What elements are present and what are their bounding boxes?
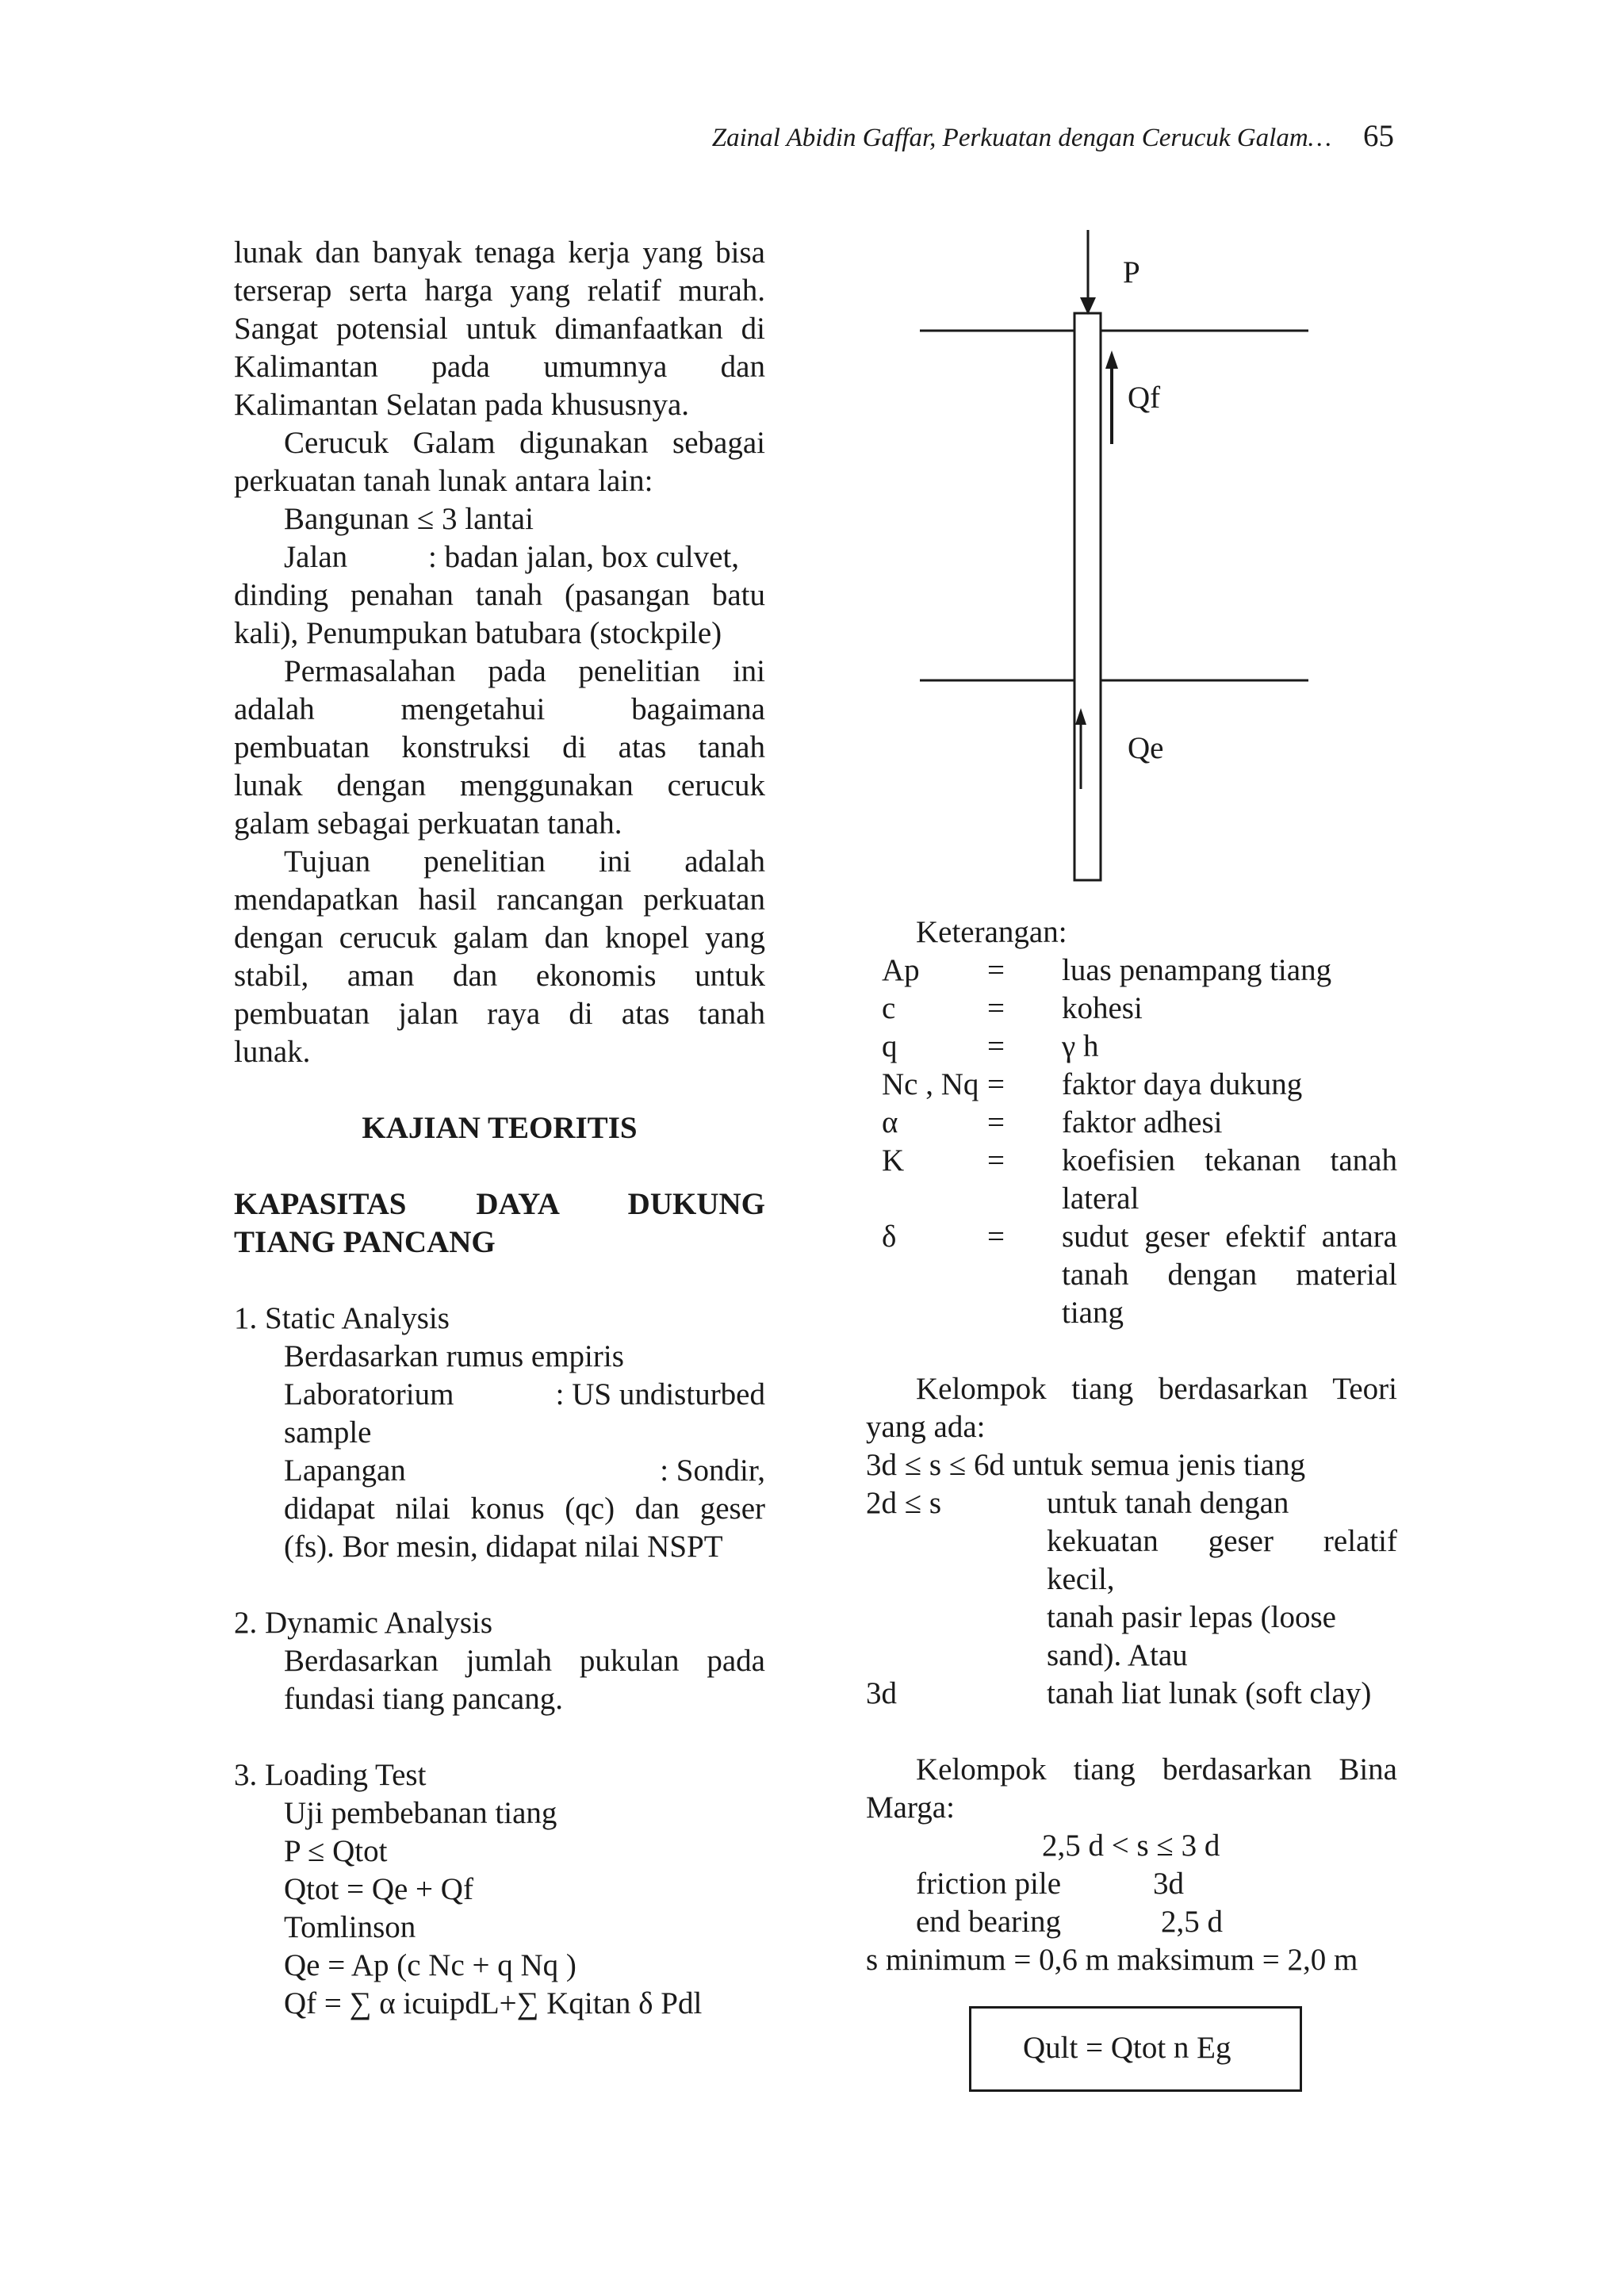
paragraph-line: adalah mengetahui bagaimana (234, 692, 765, 726)
paragraph-line: dengan cerucuk galam dan knopel yang (234, 921, 765, 955)
paragraph-line: perkuatan tanah lunak antara lain: (234, 464, 653, 498)
paragraph-line: Permasalahan pada penelitian ini (284, 654, 765, 688)
intro-line: lunak dan banyak tenaga kerja yang bisa (234, 236, 765, 270)
paragraph-line: lunak. (234, 1035, 311, 1069)
loading-test-title: 3. Loading Test (234, 1758, 427, 1792)
static-lab: Laboratorium : US undisturbed (284, 1377, 765, 1411)
intro-line: Kalimantan pada umumnya dan (234, 350, 765, 384)
page-number: 65 (1363, 119, 1394, 153)
paragraph-line: pembuatan konstruksi di atas tanah (234, 730, 765, 764)
bina-marga-line: Kelompok tiang berdasarkan Bina (916, 1752, 1397, 1787)
teori-cont: kekuatan geser relatif (1047, 1524, 1397, 1558)
static-analysis-title: 1. Static Analysis (234, 1301, 450, 1335)
intro-line: terserap serta harga yang relatif murah. (234, 274, 765, 308)
subheading: KAPASITAS DAYA DUKUNG (234, 1187, 765, 1221)
paragraph-line: mendapatkan hasil rancangan perkuatan (234, 883, 765, 917)
paragraph-line: kali), Penumpukan batubara (stockpile) (234, 616, 722, 650)
static-lap: Lapangan : Sondir, (284, 1453, 765, 1488)
running-title: Zainal Abidin Gaffar, Perkuatan dengan Cerucuk Galam… (711, 124, 1331, 152)
intro-line: Sangat potensial untuk dimanfaatkan di (234, 312, 765, 346)
dynamic-analysis-title: 2. Dynamic Analysis (234, 1606, 493, 1640)
list-item-bangunan: Bangunan ≤ 3 lantai (284, 502, 534, 536)
teori-cont: kecil, (1047, 1562, 1115, 1596)
teori-cont: tanah pasir lepas (loose (1047, 1600, 1336, 1634)
definition-row: c = kohesi (882, 991, 1143, 1025)
teori-row: 3d ≤ s ≤ 6d untuk semua jenis tiang (866, 1448, 1306, 1482)
paragraph-line: pembuatan jalan raya di atas tanah (234, 997, 765, 1031)
paragraph-line: lunak dengan menggunakan cerucuk (234, 768, 765, 802)
qult-formula: Qult = Qtot n Eg (1023, 2031, 1231, 2065)
label-qe: Qe (1128, 731, 1164, 765)
friction-pile-row: friction pile 3d (916, 1867, 1184, 1901)
static-line: (fs). Bor mesin, didapat nilai NSPT (284, 1530, 723, 1564)
definitions-table (866, 952, 1397, 1332)
definition-row: K = koefisien tekanan tanah lateral (882, 1143, 1397, 1216)
spacing-min-max: s minimum = 0,6 m maksimum = 2,0 m (866, 1943, 1358, 1977)
bina-marga-range: 2,5 d < s ≤ 3 d (1042, 1829, 1220, 1863)
running-header (712, 117, 1394, 157)
formula-p-qtot: P ≤ Qtot (284, 1834, 388, 1868)
arrow-head-icon (1105, 350, 1118, 369)
formula-qf: Qf = ∑ α icuipdL+∑ Kqitan δ Pdl (284, 1986, 703, 2020)
teori-cont: sand). Atau (1047, 1638, 1188, 1672)
paragraph-line: Tujuan penelitian ini adalah (284, 844, 765, 879)
paragraph-line: Cerucuk Galam digunakan sebagai (284, 426, 765, 460)
paragraph-line: galam sebagai perkuatan tanah. (234, 806, 622, 841)
right-column (866, 913, 1397, 1979)
tomlinson-label: Tomlinson (284, 1910, 416, 1944)
left-column (234, 234, 765, 2023)
qult-formula-box (969, 2006, 1302, 2092)
keterangan-title: Keterangan: (916, 915, 1067, 949)
teori-line: yang ada: (866, 1410, 986, 1444)
formula-qtot: Qtot = Qe + Qf (284, 1872, 473, 1906)
dynamic-line: Berdasarkan jumlah pukulan pada (284, 1644, 765, 1678)
loading-line: Uji pembebanan tiang (284, 1796, 557, 1830)
paragraph-line: stabil, aman dan ekonomis untuk (234, 959, 765, 993)
end-bearing-row: end bearing 2,5 d (916, 1905, 1223, 1939)
formula-qe: Qe = Ap (c Nc + q Nq ) (284, 1948, 576, 1982)
teori-row: 3d tanah liat lunak (soft clay) (866, 1676, 1372, 1710)
dynamic-line: fundasi tiang pancang. (284, 1682, 563, 1716)
list-item-jalan: Jalan : badan jalan, box culvet, (284, 540, 740, 574)
teori-line: Kelompok tiang berdasarkan Teori (916, 1372, 1397, 1406)
definition-row: δ = sudut geser efektif antara tanah dengan material tiang (882, 1220, 1397, 1330)
subheading: TIANG PANCANG (234, 1225, 496, 1259)
static-line: didapat nilai konus (qc) dan geser (284, 1492, 765, 1526)
static-line: sample (284, 1415, 372, 1450)
definition-row: q = γ h (882, 1029, 1099, 1063)
definition-row: Nc , Nq = faktor daya dukung (882, 1067, 1303, 1101)
teori-row: 2d ≤ s untuk tanah dengan (866, 1486, 1289, 1520)
static-line: Berdasarkan rumus empiris (284, 1339, 624, 1373)
definition-row: α = faktor adhesi (882, 1105, 1223, 1139)
label-p: P (1123, 255, 1140, 289)
label-qf: Qf (1128, 381, 1161, 415)
bina-marga-line: Marga: (866, 1790, 955, 1825)
pile-diagram (912, 222, 1324, 888)
intro-line: Kalimantan Selatan pada khususnya. (234, 388, 690, 422)
pile-shaft (1074, 313, 1101, 880)
section-heading: KAJIAN TEORITIS (362, 1111, 638, 1145)
paragraph-line: dinding penahan tanah (pasangan batu (234, 578, 765, 612)
definition-row: Ap = luas penampang tiang (882, 953, 1332, 987)
